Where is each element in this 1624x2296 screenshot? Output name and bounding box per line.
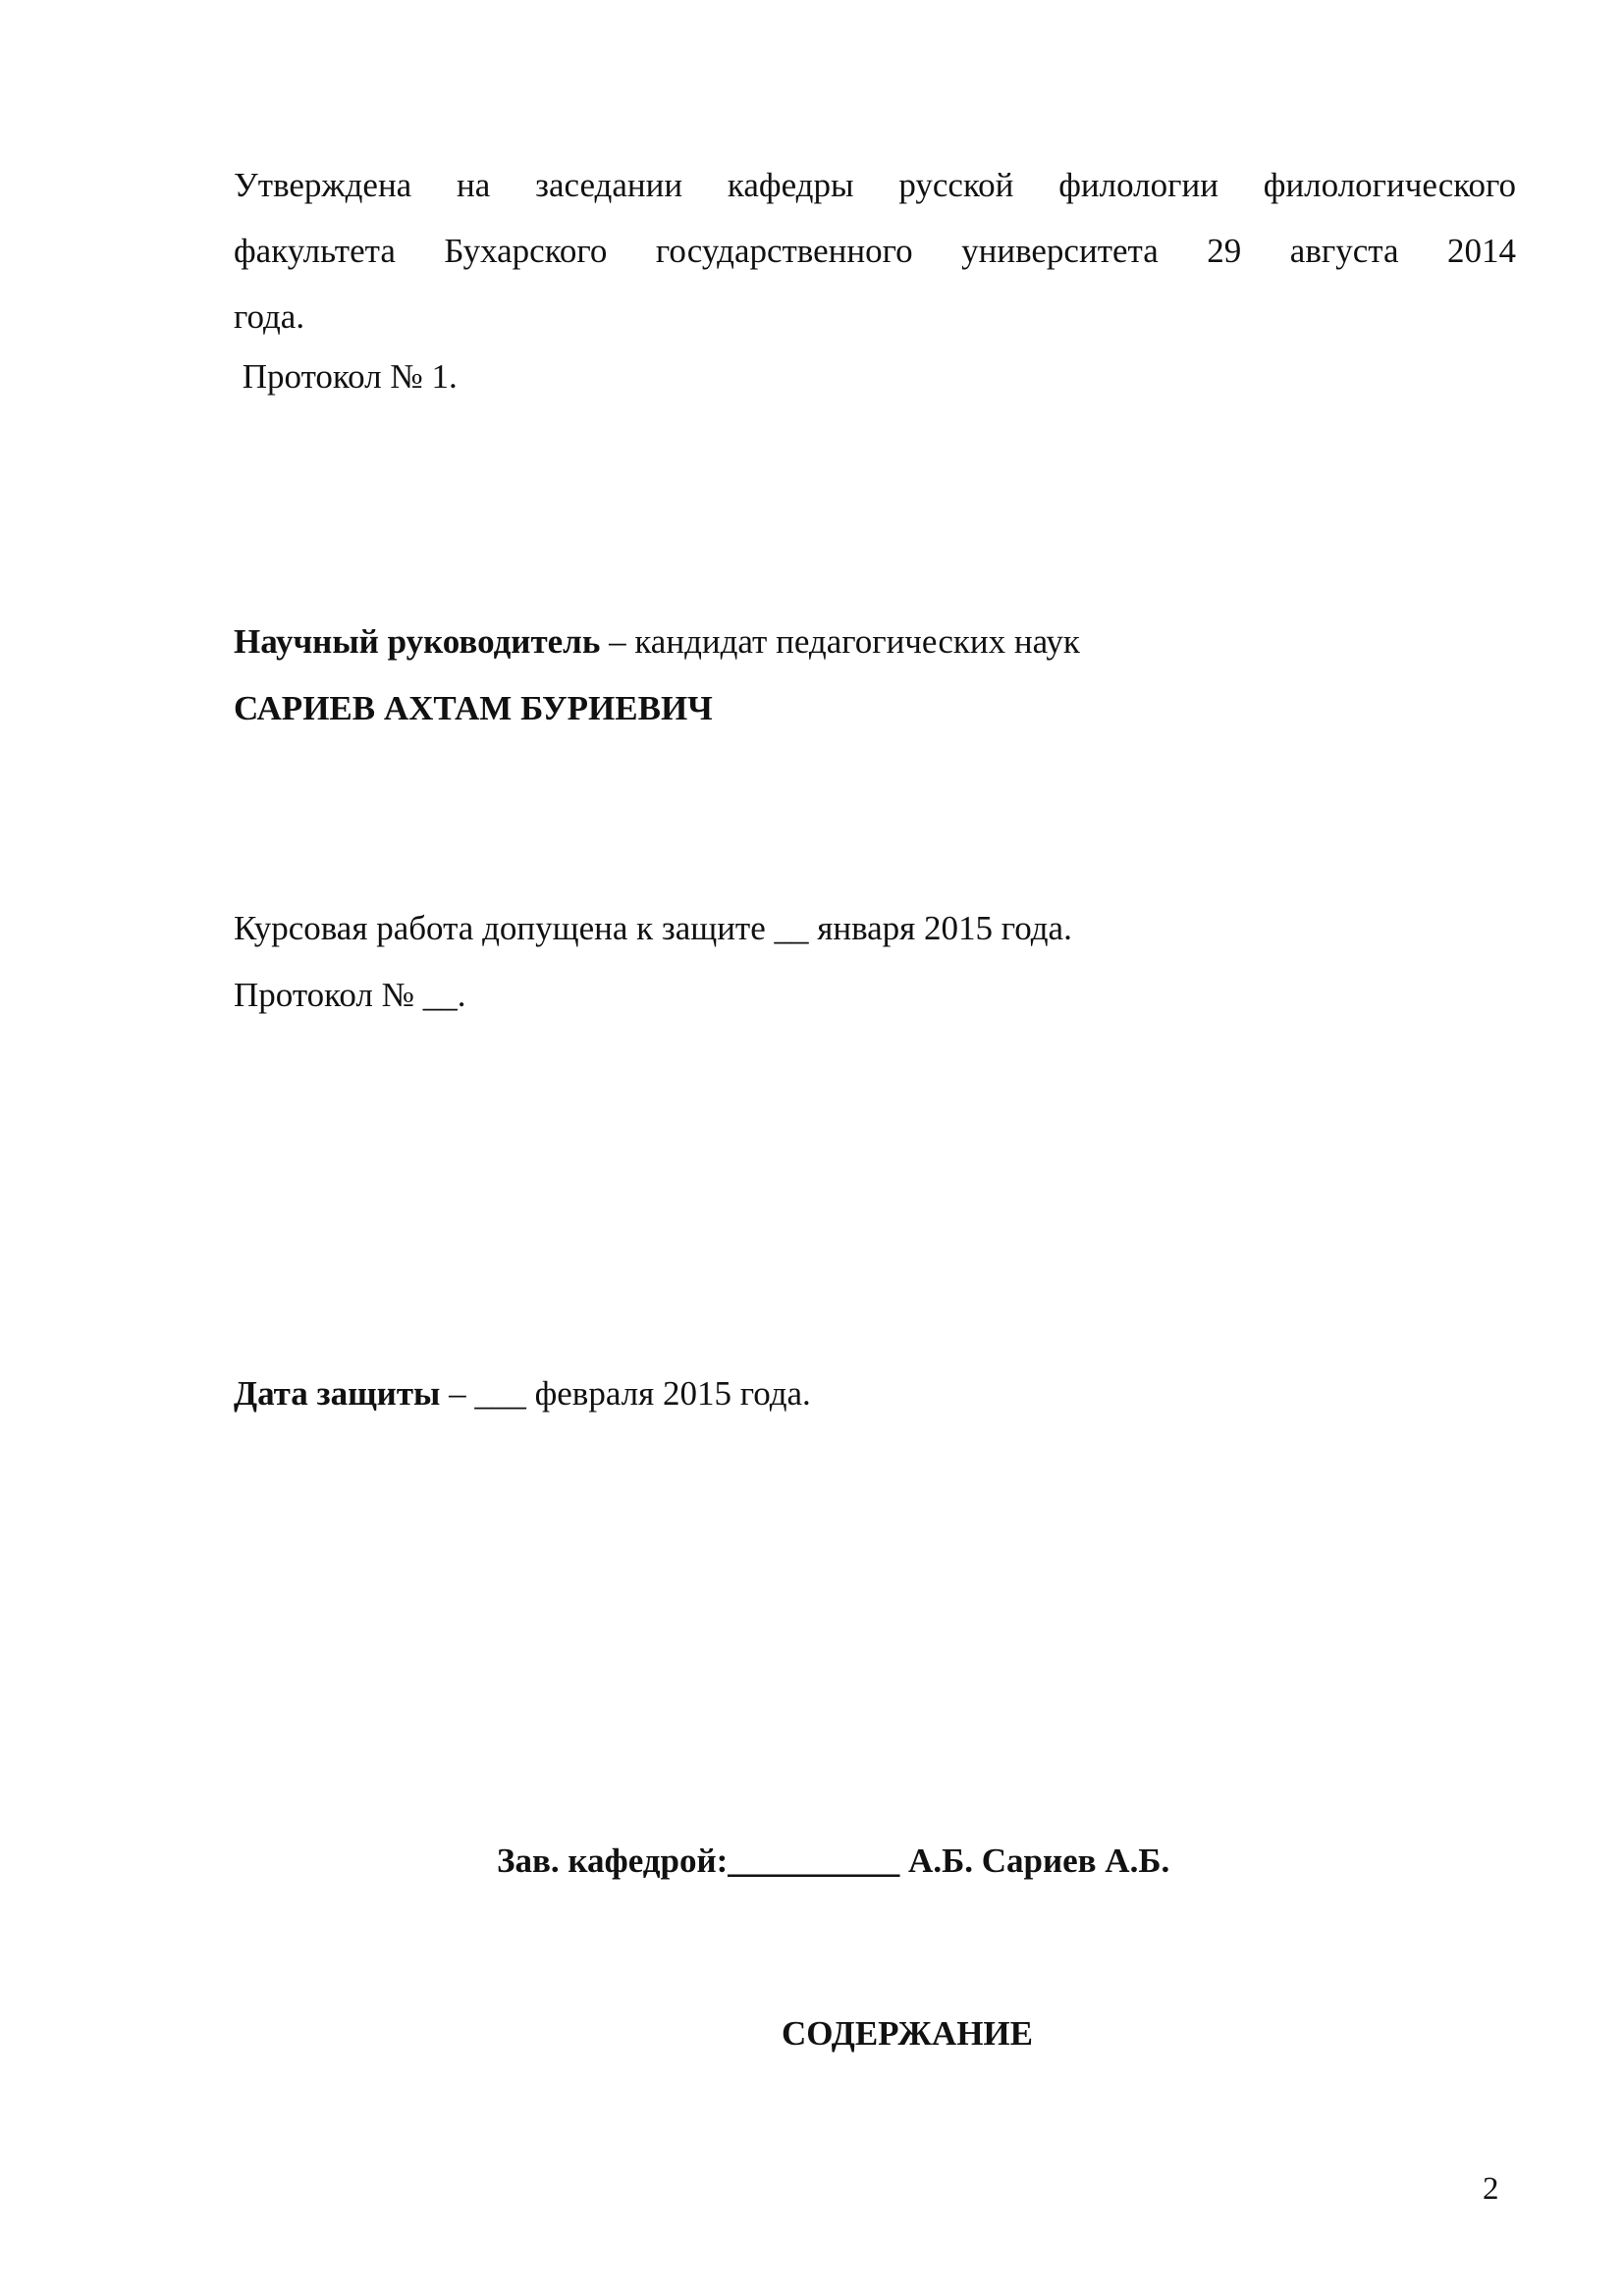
- approval-line-1: Утверждена на заседании кафедры русской филологии филологического: [234, 166, 1516, 204]
- page-number: 2: [1483, 2171, 1499, 2207]
- supervisor-label: Научный руководитель: [234, 622, 601, 661]
- defense-text: – ___ февраля 2015 года.: [440, 1374, 811, 1413]
- approval-protocol: Протокол № 1.: [234, 357, 458, 396]
- head-of-department: Зав. кафедрой:__________ А.Б. Сариев А.Б.: [497, 1842, 1170, 1880]
- supervisor-line: [234, 620, 1080, 664]
- approval-paragraph: [234, 152, 1516, 349]
- supervisor-title: – кандидат педагогических наук: [600, 622, 1080, 661]
- approval-line-3: года.: [234, 297, 305, 336]
- approval-line-2: факультета Бухарского государственного университета 29 августа 2014: [234, 232, 1516, 270]
- supervisor-name: САРИЕВ АХТАМ БУРИЕВИЧ: [234, 689, 713, 727]
- defense-label: Дата защиты: [234, 1374, 441, 1413]
- defense-line: [234, 1372, 811, 1415]
- contents-heading: СОДЕРЖАНИЕ: [782, 2014, 1034, 2053]
- admission-text: Курсовая работа допущена к защите __ января 2015 года.: [234, 909, 1072, 947]
- admission-protocol: Протокол № __.: [234, 976, 466, 1014]
